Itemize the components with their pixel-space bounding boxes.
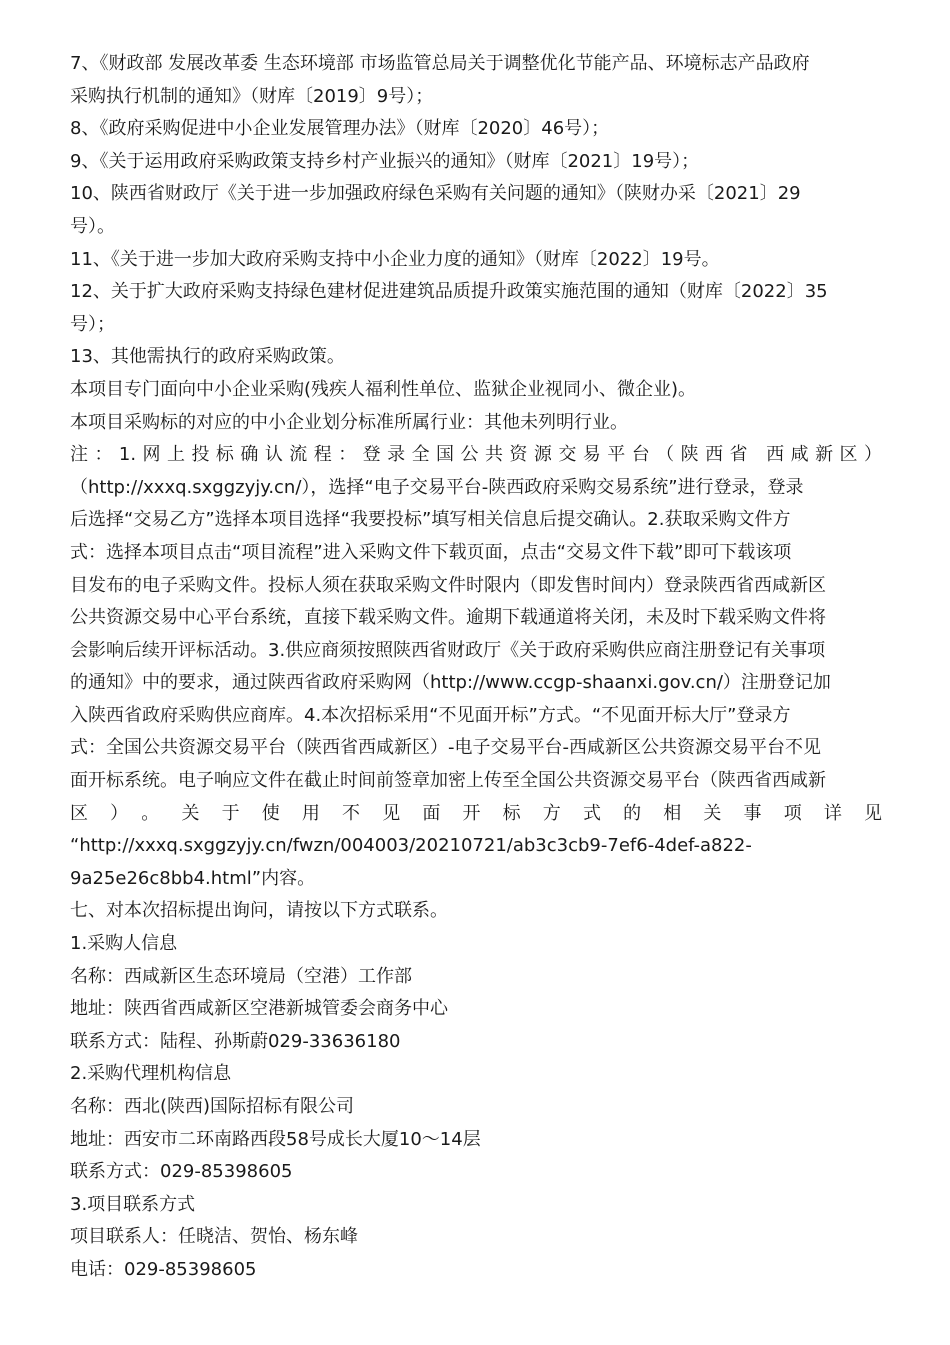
policy-item-10-line-1: 10、陕西省财政厅《关于进一步加强政府绿色采购有关问题的通知》（陕财办采〔2021〕29 bbox=[70, 183, 801, 205]
policy-item-11: 11、《关于进一步加大政府采购支持中小企业力度的通知》（财库〔2022〕19号。 bbox=[70, 248, 720, 270]
note-paragraph-line: 区）。关于使用不见面开标方式的相关事项详见 bbox=[70, 802, 882, 824]
policy-item-8: 8、《政府采购促进中小企业发展管理办法》（财库〔2020〕46号）； bbox=[70, 118, 610, 140]
note-paragraph-line: （http://xxxq.sxggzyjy.cn/），选择“电子交易平台-陕西政府采购交易系统”进行登录，登录 bbox=[70, 476, 804, 498]
policy-item-10-line-2: 号）。 bbox=[70, 215, 115, 237]
note-paragraph-line: 面开标系统。电子响应文件在截止时间前签章加密上传至全国公共资源交易平台（陕西省西咸新 bbox=[70, 770, 826, 792]
notice-url-line: “http://xxxq.sxggzyjy.cn/fwzn/004003/20210721/ab3c3cb9-7ef6-4def-a822- bbox=[70, 835, 752, 857]
agency-info-heading: 2.采购代理机构信息 bbox=[70, 1063, 232, 1085]
section-7-heading: 七、对本次招标提出询问，请按以下方式联系。 bbox=[70, 900, 448, 922]
document-page bbox=[70, 48, 882, 1287]
note-paragraph-line: 后选择“交易乙方”选择本项目选择“我要投标”填写相关信息后提交确认。2.获取采购文件方 bbox=[70, 509, 791, 531]
project-contact-phone: 电话：029-85398605 bbox=[70, 1258, 257, 1280]
agency-name: 名称：西北(陕西)国际招标有限公司 bbox=[70, 1096, 355, 1117]
note-paragraph-line: 式：选择本项目点击“项目流程”进入采购文件下载页面，点击“交易文件下载”即可下载该项 bbox=[70, 541, 792, 563]
policy-item-12-line-2: 号）； bbox=[70, 313, 115, 335]
purchaser-contact: 联系方式：陆程、孙斯蔚029-33636180 bbox=[70, 1030, 401, 1052]
note-paragraph-line: 公共资源交易中心平台系统，直接下载采购文件。逾期下载通道将关闭，未及时下载采购文件将 bbox=[70, 607, 826, 629]
purchaser-address: 地址：陕西省西咸新区空港新城管委会商务中心 bbox=[70, 998, 448, 1020]
agency-address: 地址：西安市二环南路西段58号成长大厦10～14层 bbox=[70, 1128, 481, 1150]
purchaser-info-heading: 1.采购人信息 bbox=[70, 933, 178, 955]
sme-procurement-statement: 本项目专门面向中小企业采购(残疾人福利性单位、监狱企业视同小、微企业)。 bbox=[70, 378, 697, 400]
note-paragraph-line: 的通知》中的要求，通过陕西省政府采购网（http://www.ccgp-shaanxi.gov.cn/）注册登记加 bbox=[70, 672, 831, 694]
purchaser-name: 名称：西咸新区生态环境局（空港）工作部 bbox=[70, 965, 412, 987]
policy-item-12-line-1: 12、关于扩大政府采购支持绿色建材促进建筑品质提升政策实施范围的通知（财库〔2022〕35 bbox=[70, 281, 828, 303]
note-paragraph-line: 会影响后续开评标活动。3.供应商须按照陕西省财政厅《关于政府采购供应商注册登记有关事项 bbox=[70, 639, 826, 661]
note-paragraph-line: 注：1.网上投标确认流程：登录全国公共资源交易平台（陕西省 西咸新区） bbox=[70, 444, 882, 466]
note-paragraph-line: 式：全国公共资源交易平台（陕西省西咸新区）-电子交易平台-西咸新区公共资源交易平台不见 bbox=[70, 737, 821, 759]
policy-item-7-line-1: 7、《财政部 发展改革委 生态环境部 市场监管总局关于调整优化节能产品、环境标志产品政府 bbox=[70, 53, 810, 74]
project-contact-heading: 3.项目联系方式 bbox=[70, 1193, 196, 1215]
policy-item-7-line-2: 采购执行机制的通知》（财库〔2019〕9号）； bbox=[70, 85, 434, 107]
policy-item-13: 13、其他需执行的政府采购政策。 bbox=[70, 346, 345, 368]
note-paragraph-line: 目发布的电子采购文件。投标人须在获取采购文件时限内（即发售时间内）登录陕西省西咸新区 bbox=[70, 574, 826, 596]
note-paragraph-line: 入陕西省政府采购供应商库。4.本次招标采用“不见面开标”方式。“不见面开标大厅”登录方 bbox=[70, 704, 791, 726]
notice-url-line: 9a25e26c8bb4.html”内容。 bbox=[70, 867, 316, 889]
sme-industry-statement: 本项目采购标的对应的中小企业划分标准所属行业：其他未列明行业。 bbox=[70, 411, 628, 433]
policy-item-9: 9、《关于运用政府采购政策支持乡村产业振兴的通知》（财库〔2021〕19号）； bbox=[70, 150, 700, 172]
project-contact-persons: 项目联系人：任晓洁、贺怡、杨东峰 bbox=[70, 1226, 358, 1248]
agency-contact: 联系方式：029-85398605 bbox=[70, 1161, 293, 1183]
